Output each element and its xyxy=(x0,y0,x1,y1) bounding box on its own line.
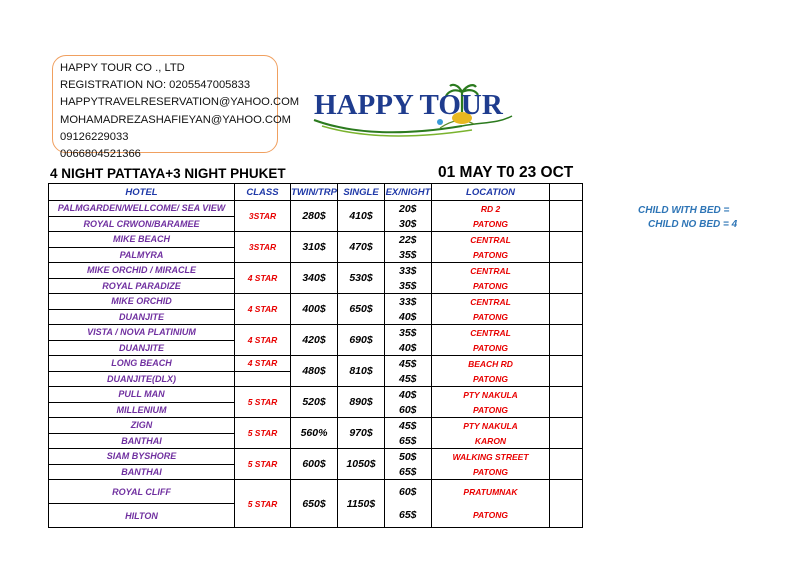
extra-night-price: 60$ xyxy=(385,402,432,418)
logo-text: HAPPY TOUR xyxy=(314,89,503,121)
location: CENTRAL xyxy=(432,263,550,279)
extra-night-price: 45$ xyxy=(385,418,432,434)
location: PATONG xyxy=(432,247,550,263)
single-price: 690$ xyxy=(338,325,385,356)
email-1: HAPPYTRAVELRESERVATION@YAHOO.COM xyxy=(60,96,300,109)
location: PRATUMNAK xyxy=(432,480,550,504)
extra-night-price: 45$ xyxy=(385,356,432,372)
extra-night-price: 35$ xyxy=(385,247,432,263)
location: PATONG xyxy=(432,309,550,325)
hotel-name: ROYAL CRWON/BARAMEE xyxy=(49,216,235,232)
single-price: 410$ xyxy=(338,201,385,232)
hotel-name: DUANJITE(DLX) xyxy=(49,371,235,387)
single-price: 530$ xyxy=(338,263,385,294)
table-header-row xyxy=(49,184,583,201)
extra-night-price: 33$ xyxy=(385,294,432,310)
twin-price: 420$ xyxy=(291,325,338,356)
table-row xyxy=(49,449,583,465)
extra-night-price: 65$ xyxy=(385,464,432,480)
twin-price: 520$ xyxy=(291,387,338,418)
empty-cell xyxy=(550,387,583,418)
location: RD 2 xyxy=(432,201,550,217)
single-price: 650$ xyxy=(338,294,385,325)
table-row xyxy=(49,480,583,504)
hotel-name: ROYAL PARADIZE xyxy=(49,278,235,294)
registration-number: REGISTRATION NO: 0205547005833 xyxy=(60,79,251,92)
location: PTY NAKULA xyxy=(432,387,550,403)
hotel-class: 5 STAR xyxy=(235,418,291,449)
hotel-name: BANTHAI xyxy=(49,433,235,449)
hotel-name: HILTON xyxy=(49,504,235,528)
column-header: EX/NIGHT xyxy=(385,184,432,201)
hotel-class: 5 STAR xyxy=(235,449,291,480)
twin-price: 340$ xyxy=(291,263,338,294)
extra-night-price: 22$ xyxy=(385,232,432,248)
extra-night-price: 45$ xyxy=(385,371,432,387)
extra-night-price: 65$ xyxy=(385,433,432,449)
location: PATONG xyxy=(432,371,550,387)
single-price: 1050$ xyxy=(338,449,385,480)
table-row xyxy=(49,294,583,310)
hotel-name: SIAM BYSHORE xyxy=(49,449,235,465)
twin-price: 560% xyxy=(291,418,338,449)
extra-night-price: 50$ xyxy=(385,449,432,465)
extra-night-price: 65$ xyxy=(385,504,432,528)
hotel-class: 4 STAR xyxy=(235,294,291,325)
table-row xyxy=(49,201,583,217)
hotel-class: 4 STAR xyxy=(235,263,291,294)
company-info-box xyxy=(52,55,300,161)
location: CENTRAL xyxy=(432,232,550,248)
hotel-class: 5 STAR xyxy=(235,387,291,418)
location: KARON xyxy=(432,433,550,449)
twin-price: 280$ xyxy=(291,201,338,232)
hotel-name: LONG BEACH xyxy=(49,356,235,372)
date-range: 01 MAY T0 23 OCT xyxy=(438,164,574,181)
hotel-rates-table xyxy=(48,183,583,528)
phone-2: 0066804521366 xyxy=(60,148,141,161)
extra-night-price: 35$ xyxy=(385,278,432,294)
empty-cell xyxy=(550,356,583,387)
single-price: 970$ xyxy=(338,418,385,449)
hotel-name: MIKE ORCHID / MIRACLE xyxy=(49,263,235,279)
extra-night-price: 60$ xyxy=(385,480,432,504)
location: PATONG xyxy=(432,402,550,418)
empty-cell xyxy=(550,449,583,480)
child-with-bed-note: CHILD WITH BED = xyxy=(638,205,730,216)
extra-night-price: 20$ xyxy=(385,201,432,217)
empty-cell xyxy=(235,371,291,387)
location: PATONG xyxy=(432,278,550,294)
table-row xyxy=(49,387,583,403)
location: BEACH RD xyxy=(432,356,550,372)
table-row xyxy=(49,356,583,372)
phone-1: 09126229033 xyxy=(60,130,129,143)
location: CENTRAL xyxy=(432,325,550,341)
twin-price: 480$ xyxy=(291,356,338,387)
hotel-name: DUANJITE xyxy=(49,340,235,356)
table-row xyxy=(49,232,583,248)
empty-cell xyxy=(550,201,583,232)
extra-night-price: 40$ xyxy=(385,340,432,356)
extra-night-price: 35$ xyxy=(385,325,432,341)
hotel-class: 3STAR xyxy=(235,232,291,263)
hotel-class: 5 STAR xyxy=(235,480,291,528)
location: PATONG xyxy=(432,340,550,356)
hotel-name: BANTHAI xyxy=(49,464,235,480)
extra-night-price: 30$ xyxy=(385,216,432,232)
twin-price: 650$ xyxy=(291,480,338,528)
twin-price: 600$ xyxy=(291,449,338,480)
extra-night-price: 40$ xyxy=(385,309,432,325)
location: PATONG xyxy=(432,504,550,528)
column-header xyxy=(550,184,583,201)
hotel-name: PALMYRA xyxy=(49,247,235,263)
hotel-name: ZIGN xyxy=(49,418,235,434)
child-no-bed-note: CHILD NO BED = 4 xyxy=(648,219,738,230)
hotel-name: MILLENIUM xyxy=(49,402,235,418)
location: CENTRAL xyxy=(432,294,550,310)
empty-cell xyxy=(550,418,583,449)
location: PATONG xyxy=(432,216,550,232)
hotel-name: ROYAL CLIFF xyxy=(49,480,235,504)
hotel-name: PULL MAN xyxy=(49,387,235,403)
empty-cell xyxy=(550,294,583,325)
single-price: 890$ xyxy=(338,387,385,418)
happy-tour-logo xyxy=(312,82,522,142)
twin-price: 310$ xyxy=(291,232,338,263)
hotel-name: PALMGARDEN/WELLCOME/ SEA VIEW xyxy=(49,201,235,217)
hotel-name: MIKE BEACH xyxy=(49,232,235,248)
location: PATONG xyxy=(432,464,550,480)
company-name: HAPPY TOUR CO ., LTD xyxy=(60,62,185,74)
hotel-name: VISTA / NOVA PLATINIUM xyxy=(49,325,235,341)
email-2: MOHAMADREZASHAFIEYAN@YAHOO.COM xyxy=(60,113,291,126)
empty-cell xyxy=(550,325,583,356)
location: WALKING STREET xyxy=(432,449,550,465)
hotel-class: 4 STAR xyxy=(235,325,291,356)
location: PTY NAKULA xyxy=(432,418,550,434)
column-header: SINGLE xyxy=(338,184,385,201)
single-price: 1150$ xyxy=(338,480,385,528)
column-header: LOCATION xyxy=(432,184,550,201)
empty-cell xyxy=(550,232,583,263)
column-header: TWIN/TRP xyxy=(291,184,338,201)
hotel-class: 4 STAR xyxy=(235,356,291,372)
table-row xyxy=(49,325,583,341)
empty-cell xyxy=(550,480,583,528)
table-row xyxy=(49,263,583,279)
column-header: CLASS xyxy=(235,184,291,201)
empty-cell xyxy=(550,263,583,294)
single-price: 470$ xyxy=(338,232,385,263)
extra-night-price: 40$ xyxy=(385,387,432,403)
hotel-name: DUANJITE xyxy=(49,309,235,325)
hotel-name: MIKE ORCHID xyxy=(49,294,235,310)
single-price: 810$ xyxy=(338,356,385,387)
column-header: HOTEL xyxy=(49,184,235,201)
twin-price: 400$ xyxy=(291,294,338,325)
hotel-class: 3STAR xyxy=(235,201,291,232)
extra-night-price: 33$ xyxy=(385,263,432,279)
package-title: 4 NIGHT PATTAYA+3 NIGHT PHUKET xyxy=(50,166,286,181)
table-row xyxy=(49,418,583,434)
